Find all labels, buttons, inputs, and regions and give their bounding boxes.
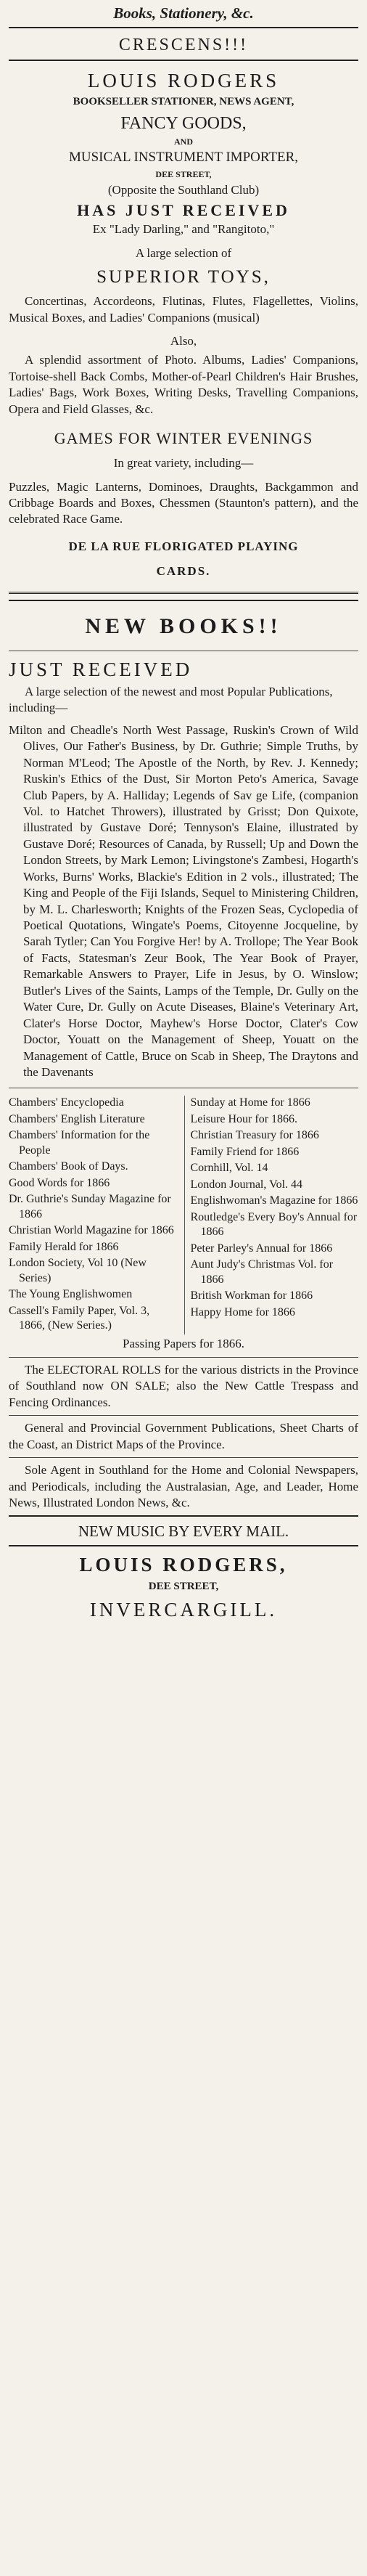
annual-item: Leisure Hour for 1866.: [190, 1112, 298, 1125]
annual-item: London Journal, Vol. 44: [190, 1178, 303, 1191]
annual-item: Routledge's Every Boy's Annual for 1866: [190, 1210, 358, 1239]
toys-heading: SUPERIOR TOYS,: [96, 267, 271, 288]
divider: [9, 1357, 358, 1358]
footer-name: LOUIS RODGERS,: [79, 1554, 288, 1576]
games-list: Puzzles, Magic Lanterns, Dominoes, Draughts, Backgammon and Cribbage Boards and Boxes, Chessmen (Staunton's pattern), and the celebrated Race Game.: [9, 479, 358, 526]
and-line: AND: [174, 136, 193, 147]
annual-item: Cornhill, Vol. 14: [190, 1162, 268, 1175]
annual-item: London Society, Vol 10 (New Series): [9, 1257, 147, 1284]
annuals-left-column: [9, 1096, 177, 1334]
also-label: Also,: [170, 333, 197, 348]
annual-item: Dr. Guthrie's Sunday Magazine for 1866: [9, 1193, 171, 1220]
section-banner: Books, Stationery, &c.: [113, 4, 254, 22]
toys-list: Concertinas, Accordeons, Flutinas, Flutes, Flagellettes, Violins, Musical Boxes, and Ladies' Companions (musical): [9, 294, 358, 325]
toys-intro: A large selection of: [135, 245, 232, 260]
divider: [9, 1415, 358, 1416]
annual-item: Englishwoman's Magazine for 1866: [190, 1194, 358, 1207]
electoral-rolls-notice: The ELECTORAL ROLLS for the various districts in the Province of Southland now ON SALE; also the New Cattle Trespass and Fencing Ordinances.: [9, 1362, 358, 1409]
annual-item: Christian World Magazine for 1866: [9, 1224, 174, 1237]
annual-item: Chambers' Encyclopedia: [9, 1096, 124, 1109]
cards-line: CARDS.: [156, 563, 211, 578]
annual-item: Sunday at Home for 1866: [190, 1096, 310, 1109]
divider: [9, 1545, 358, 1546]
new-music-line: NEW MUSIC BY EVERY MAIL.: [78, 1523, 289, 1541]
new-books-heading: NEW BOOKS!!: [85, 614, 282, 638]
delarue-line: DE LA RUE FLORIGATED PLAYING: [68, 539, 299, 553]
annual-item: Family Friend for 1866: [190, 1145, 300, 1158]
footer-street: DEE STREET,: [148, 1581, 219, 1593]
annuals-footer: Passing Papers for 1866.: [122, 1337, 245, 1351]
divider: [9, 592, 358, 594]
importer-line: MUSICAL INSTRUMENT IMPORTER,: [68, 149, 299, 165]
annual-item: Cassell's Family Paper, Vol. 3, 1866, (New Series.): [9, 1304, 150, 1332]
divider: [9, 600, 358, 601]
agency-notice: Sole Agent in Southland for the Home and Colonial Newspapers, and Periodicals, including the Australasian, Age, and Leader, Home News, Illustrated London News, &c.: [9, 1463, 358, 1509]
books-list: Milton and Cheadle's North West Passage, Ruskin's Crown of Wild Olives, Our Father's Business, by Dr. Guthrie; Simple Truths, by Norman M'Leod; The Apostle of the North, by Rev. J. Kennedy; Ruskin's Ethics of the Dust, Sir Morton Peto's America, Savage Club Papers, by A. Halliday; Legends of Sav ge Life, (companion Vol. to Hatchet Throwers), illustrated by Grisst; Don Quixote, illustrated by Gustave Doré; Tennyson's Elaine, illustrated by Gustave Doré; Resources of Canada, by Russell; Up and Down the London Streets, by Mark Lemon; Livingstone's Zambesi, Hogarth's Works, Burns' Works, Blackie's Edition in 2 vols., illustrated; The King and People of the Fiji Islands, Sequel to Ministering Children, by M. L. Charlesworth; Knights of the Frozen Seas, Cyclopedia of Poetical Quotations, Wingate's Poems, Citoyenne Jocqueline, by Sarah Tytler; Can You Forgive Her! by A. Trollope; The Year Book of Facts, Statesman's Zeur Book, The Year Book of Prayer, Remarkable Answers to Prayer, Life in Jesus, by O. Winslow; Butler's Lives of the Saints, Lamps of the Temple, Dr. Gully on the Water Cure, Dr. Gully on Acute Diseases, Blaine's Veterinary Art, Clater's Horse Doctor, Mayhew's Horse Doctor, Clater's Cow Doctor, Youatt on the Management of Sheep, Youatt on the Management of Cattle, Bruce on Scab in Sheep, The Draytons and the Davenants: [9, 722, 358, 1079]
proprietor-name: LOUIS RODGERS: [87, 70, 280, 91]
footer-town: INVERCARGILL.: [89, 1599, 278, 1621]
games-intro: In great variety, including—: [113, 456, 254, 470]
headline: HAS JUST RECEIVED: [77, 201, 290, 220]
gazettes-notice: General and Provincial Government Publications, Sheet Charts of the Coast, an District Maps of the Province.: [9, 1421, 358, 1451]
street-line: DEE STREET,: [155, 168, 212, 179]
annual-item: The Young Englishwomen: [9, 1288, 133, 1301]
annual-item: Peter Parley's Annual for 1866: [190, 1242, 333, 1255]
divider: [9, 27, 358, 28]
divider: [9, 60, 358, 61]
books-intro: A large selection of the newest and most Popular Publications, including—: [9, 684, 333, 715]
annual-item: Chambers' Book of Days.: [9, 1160, 128, 1173]
annual-item: Christian Treasury for 1866: [190, 1129, 319, 1142]
annuals-table: [9, 1093, 358, 1334]
trades-line: BOOKSELLER STATIONER, NEWS AGENT,: [73, 96, 294, 107]
annual-item: Family Herald for 1866: [9, 1240, 119, 1253]
divider: [9, 1457, 358, 1458]
also-text: A splendid assortment of Photo. Albums, Ladies' Companions, Tortoise-shell Back Combs, Mother-of-Pearl Children's Hair Brushes, Ladies' Bags, Work Boxes, Writing Desks, Travelling Companions, Opera and Field Glasses, &c.: [9, 353, 358, 416]
annual-item: Chambers' Information for the People: [9, 1129, 150, 1157]
just-received-heading: JUST RECEIVED: [9, 658, 193, 680]
annual-item: British Workman for 1866: [190, 1289, 313, 1303]
annual-item: Happy Home for 1866: [190, 1305, 295, 1318]
divider: [9, 1515, 358, 1517]
games-heading: GAMES FOR WINTER EVENINGS: [54, 429, 313, 448]
annual-item: Aunt Judy's Christmas Vol. for 1866: [190, 1258, 334, 1286]
fancy-goods: FANCY GOODS,: [120, 113, 247, 133]
annual-item: Chambers' English Literature: [9, 1112, 145, 1125]
ships-line: Ex "Lady Darling," and "Rangitoto,": [92, 222, 275, 237]
annual-item: Good Words for 1866: [9, 1176, 110, 1189]
annuals-right-column: [184, 1096, 359, 1334]
crescens-title: CRESCENS!!!: [118, 36, 249, 54]
opposite-line: (Opposite the Southland Club): [107, 182, 260, 197]
